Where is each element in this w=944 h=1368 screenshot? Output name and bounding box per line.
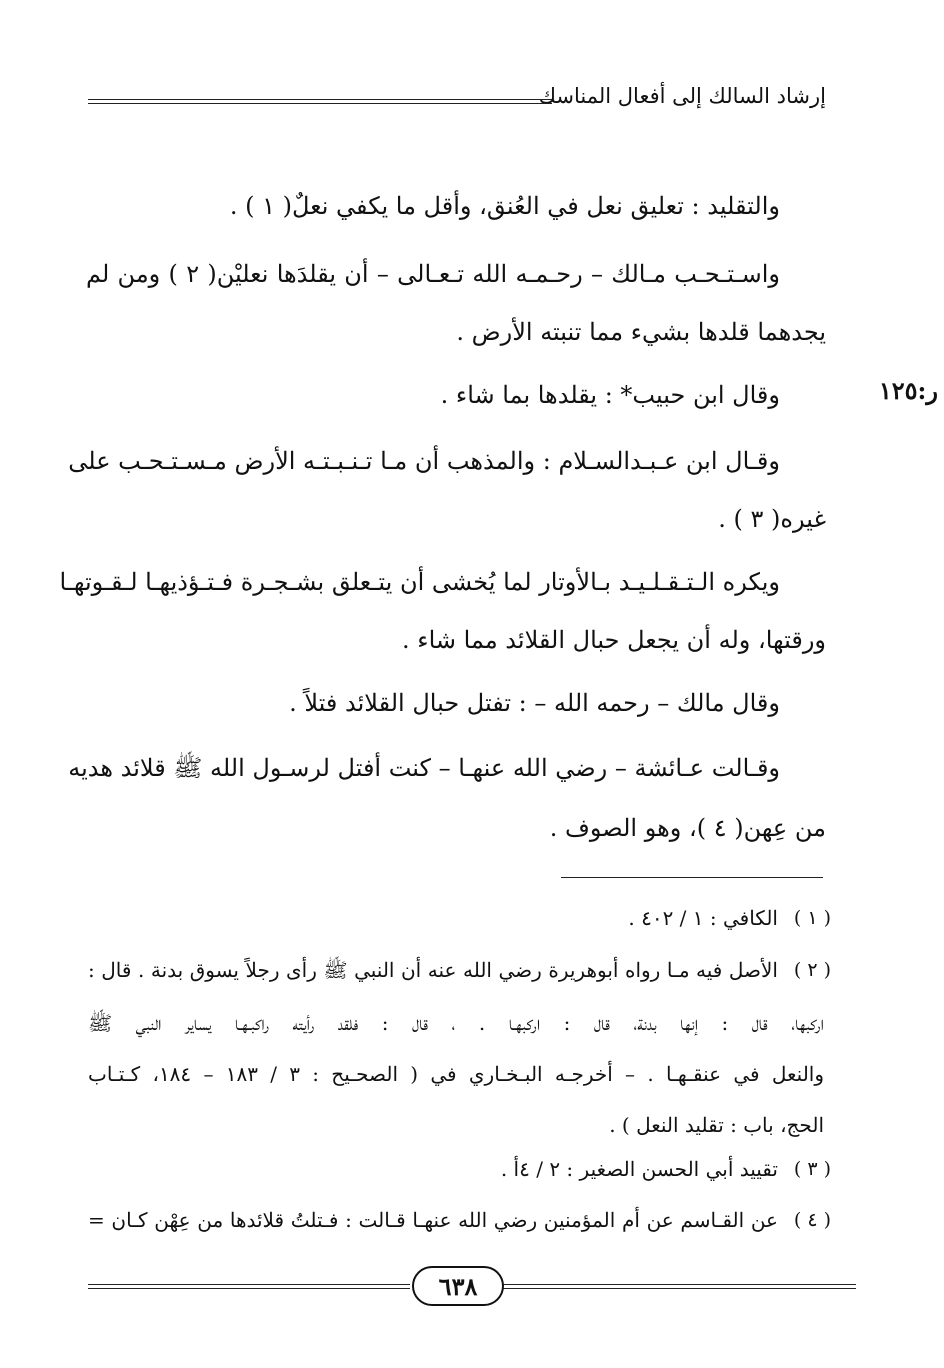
- body-line-1: والتقليد : تعليق نعل في العُنق، وأقل ما يكفي نعلٌ( ١ ) .: [229, 192, 780, 220]
- footnote-1-line-1: الكافي : ١ / ٤٠٢ .: [628, 906, 778, 930]
- body-line-4: وقال ابن حبيب* : يقلدها بما شاء .: [440, 381, 780, 409]
- footnote-2-line-2: اركبها، قال : إنها بدنة، قال : اركبهـا . ، قال : فلقد رأيته راكبـهـا يساير النبي ﷺ: [88, 1011, 824, 1035]
- body-line-6: غيره( ٣ ) .: [718, 505, 826, 533]
- body-line-8: ورقتها، وله أن يجعل حبال القلائد مما شاء .: [402, 626, 826, 654]
- header-rule: [88, 99, 552, 104]
- running-header-title: إرشاد السالك إلى أفعال المناسك: [538, 84, 826, 108]
- body-line-11: من عِهن( ٤ )، وهو الصوف .: [549, 814, 826, 842]
- footnote-number-3: ( ٣ ): [793, 1158, 831, 1180]
- body-line-10: وقـالت عـائشة – رضي الله عنهـا – كنت أفتل لرسـول الله ﷺ قلائد هديه: [68, 754, 780, 782]
- body-line-7: ويكره الـتـقـلـيـد بـالأوتار لما يُخشى أن يتـعلق بشـجـرة فـتـؤذيهـا لـقـوتهـا: [59, 568, 780, 596]
- footnote-2-line-4: الحج، باب : تقليد النعل ) .: [609, 1113, 824, 1137]
- margin-reference-note: ر:١٢٥: [878, 376, 938, 405]
- footnote-number-2: ( ٢ ): [793, 959, 831, 981]
- footnote-4-line-1: عن القـاسم عن أم المؤمنين رضي الله عنهـا قـالت : فـتلتُ قلائدها من عِهْن كـان =: [88, 1208, 778, 1232]
- body-line-3: يجدهما قلدها بشيء مما تنبته الأرض .: [456, 318, 826, 346]
- footnote-2-line-3: والنعل في عنقـهـا . – أخرجـه البـخـاري في ( الصحـيح : ٣ / ١٨٣ – ١٨٤، كـتـاب: [88, 1062, 825, 1086]
- body-line-9: وقال مالك – رحمه الله – : تفتل حبال القلائد فتلاً .: [289, 689, 780, 717]
- footer-rule-right: [502, 1284, 856, 1289]
- footnote-number-1: ( ١ ): [793, 907, 831, 929]
- footnote-3-line-1: تقييد أبي الحسن الصغير : ٢ / ٤أ .: [500, 1157, 778, 1181]
- footnote-divider: [561, 877, 823, 878]
- page-number: ٦٣٨: [412, 1266, 504, 1306]
- body-line-2: واسـتـحـب مـالك – رحـمـه الله تـعـالى – أن يقلدَها نعليْن( ٢ ) ومن لم: [86, 260, 780, 288]
- footer-rule-left: [88, 1284, 410, 1289]
- footnote-number-4: ( ٤ ): [793, 1209, 831, 1231]
- footnote-2-line-1: الأصل فيه مـا رواه أبوهريرة رضي الله عنه أن النبي ﷺ رأى رجلاً يسوق بدنة . قال :: [88, 958, 778, 982]
- body-line-5: وقـال ابن عـبـدالسـلام : والمذهب أن مـا تـنـبـتـه الأرض مـسـتـحـب على: [68, 447, 780, 475]
